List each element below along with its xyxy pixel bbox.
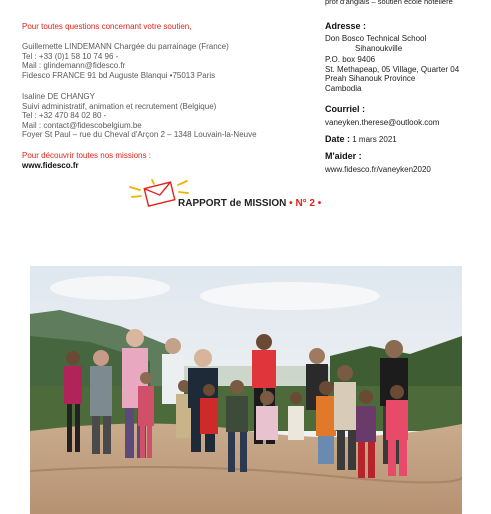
help-link[interactable]: www.fidesco.fr/vaneyken2020 (325, 165, 431, 174)
belgium-contact-tel: Tel : +32 470 84 02 80 - (22, 111, 107, 120)
belgium-contact-address: Foyer St Paul – rue du Cheval d'Arçon 2 – 1348 Louvain-la-Neuve (22, 130, 257, 139)
help-label: M'aider : (325, 151, 362, 161)
report-title: RAPPORT de MISSION (178, 198, 287, 209)
address-line-6: Cambodia (325, 83, 362, 93)
france-contact-tel: Tel : +33 (0)1 58 10 74 96 - (22, 51, 119, 61)
date-value: 1 mars 2021 (352, 135, 397, 144)
group-photo (30, 266, 462, 514)
address-line-1: Don Bosco Technical School (325, 34, 427, 43)
france-contact-mail[interactable]: Mail : glindemann@fidesco.fr (22, 61, 126, 70)
belgium-contact-name: Isaline DE CHANGY (22, 92, 95, 101)
date-label: Date : (325, 134, 351, 144)
missions-text: Pour découvrir toutes nos missions : (22, 151, 151, 160)
report-number: N° 2 (295, 198, 315, 209)
report-separator-2: • (317, 198, 322, 209)
cut-off-text: prof d'anglais – soutien école hôtelière (325, 0, 453, 6)
address-line-5: Preah Sihanouk Province (325, 74, 416, 83)
belgium-contact-mail[interactable]: Mail : contact@fidescobelgium.be (22, 120, 142, 130)
email-label: Courriel : (325, 104, 366, 114)
report-title-row (178, 198, 321, 209)
address-line-2: Sihanoukville (355, 43, 403, 53)
report-separator: • (289, 198, 293, 209)
address-line-3: P.O. box 9406 (325, 55, 376, 64)
belgium-contact-role: Suivi administratif, animation et recrutement (Belgique) (22, 101, 217, 111)
contact-intro: Pour toutes questions concernant votre soutien, (22, 22, 192, 31)
address-line-4: St. Methapeap, 05 Village, Quarter 04 (325, 64, 460, 74)
missions-link[interactable]: www.fidesco.fr (22, 161, 79, 170)
france-contact-address: Fidesco FRANCE 91 bd Auguste Blanqui •75013 Paris (22, 70, 216, 80)
france-contact-name: Guillemette LINDEMANN Chargée du parrainage (France) (22, 42, 229, 51)
email-value[interactable]: vaneyken.therese@outlook.com (325, 118, 440, 127)
date-row (325, 135, 397, 145)
address-label: Adresse : (325, 21, 367, 31)
